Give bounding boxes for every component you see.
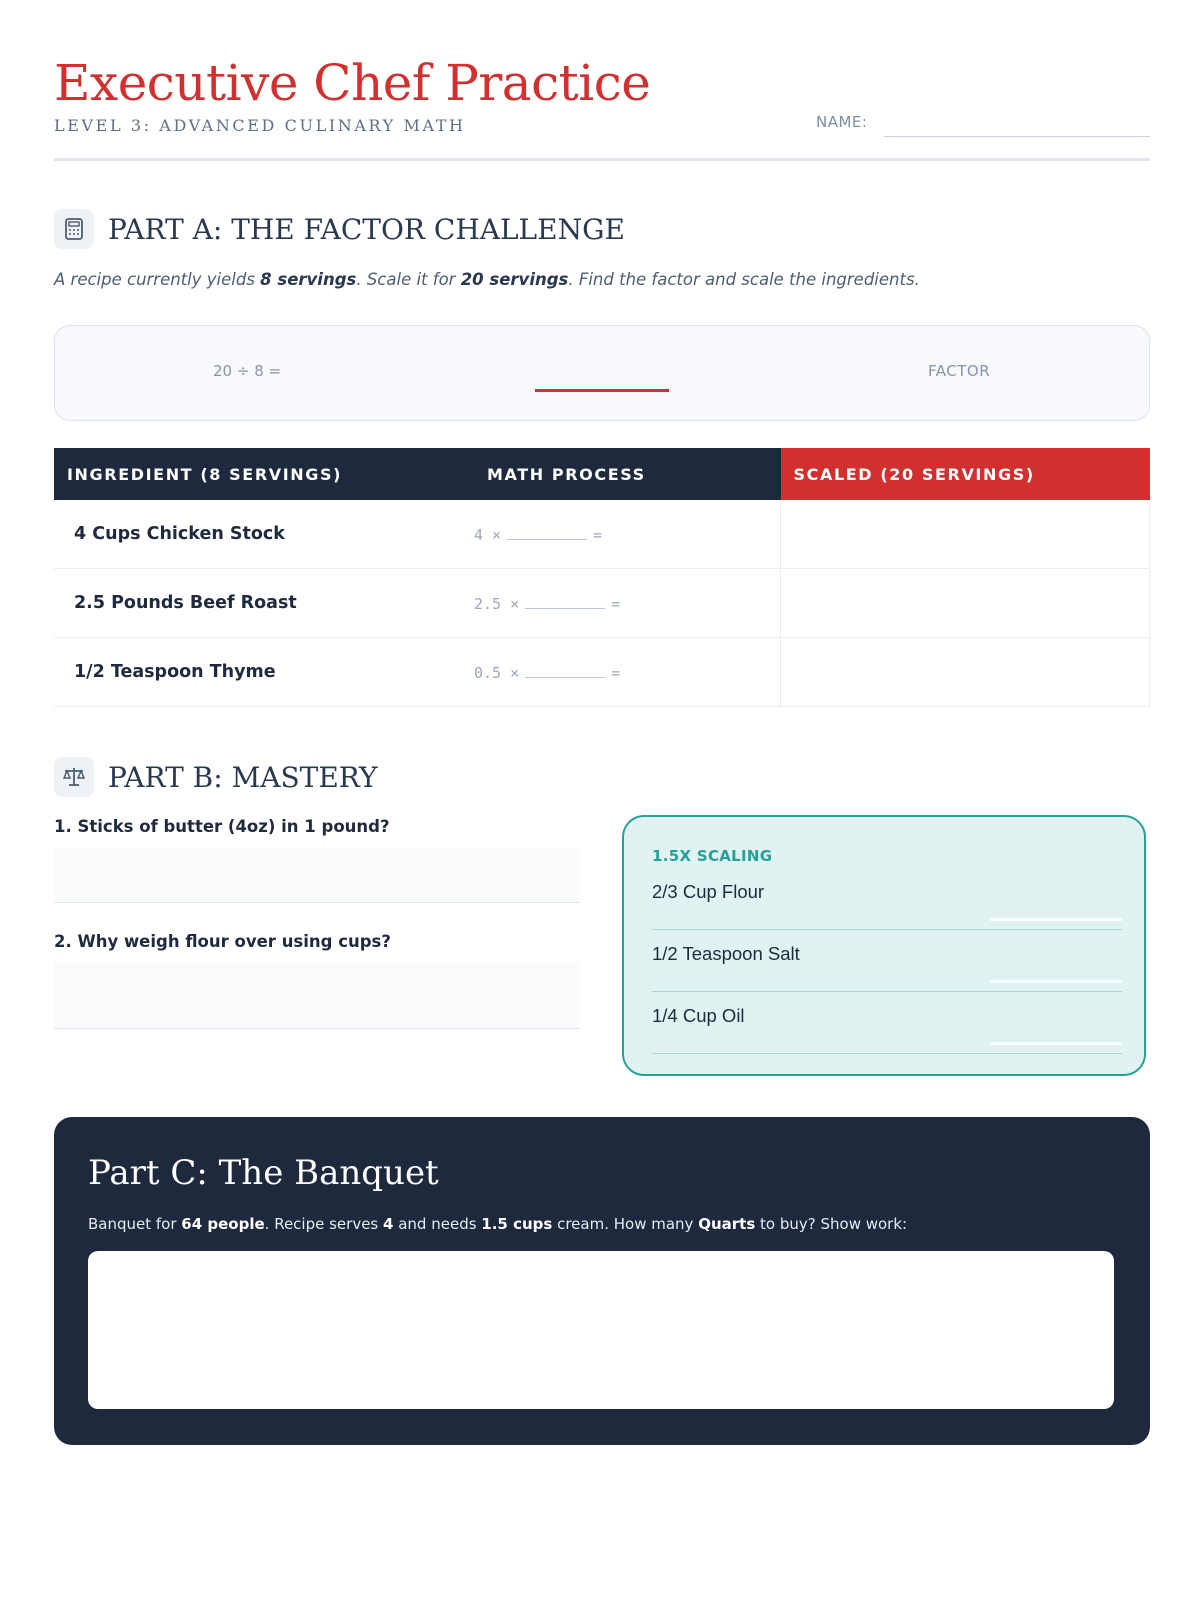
scaling-card — [622, 815, 1146, 1076]
part-b-title: PART B: MASTERY — [108, 760, 378, 794]
part-b-heading — [54, 757, 377, 797]
math-process-cell: 2.5 × = — [474, 569, 781, 638]
ingredient-cell: 4 Cups Chicken Stock — [54, 500, 474, 569]
factor-blank[interactable] — [507, 525, 587, 540]
part-a-instructions: A recipe currently yields 8 servings. Scale it for 20 servings. Find the factor and scale the ingredients. — [54, 270, 920, 289]
question-2: 2. Why weigh flour over using cups? — [54, 932, 391, 951]
question-2-answer[interactable] — [54, 962, 580, 1029]
ingredient-table — [54, 448, 1150, 707]
scaling-answer-line[interactable] — [990, 1042, 1122, 1045]
question-1: 1. Sticks of butter (4oz) in 1 pound? — [54, 817, 390, 836]
part-c-title: Part C: The Banquet — [88, 1153, 439, 1193]
scaling-item-label: 1/2 Teaspoon Salt — [652, 943, 800, 964]
table-row — [54, 500, 1150, 569]
column-header: MATH PROCESS — [474, 448, 781, 500]
ingredient-cell: 1/2 Teaspoon Thyme — [54, 638, 474, 707]
scaled-answer-cell[interactable] — [781, 638, 1150, 707]
name-label: NAME: — [816, 113, 868, 131]
column-header: SCALED (20 SERVINGS) — [781, 448, 1150, 500]
scale-icon — [54, 757, 94, 797]
factor-label: FACTOR — [928, 362, 991, 380]
scaling-card-title: 1.5X SCALING — [652, 847, 773, 865]
table-row — [54, 638, 1150, 707]
table-row — [54, 569, 1150, 638]
show-work-box[interactable] — [88, 1251, 1114, 1409]
factor-blank[interactable] — [525, 594, 605, 609]
scaled-answer-cell[interactable] — [781, 500, 1150, 569]
name-field[interactable] — [884, 136, 1150, 137]
scaling-item — [652, 869, 1122, 930]
calculator-icon — [54, 209, 94, 249]
math-process-cell: 0.5 × = — [474, 638, 781, 707]
factor-answer-line[interactable] — [535, 389, 669, 392]
banquet-prompt: Banquet for 64 people. Recipe serves 4 and needs 1.5 cups cream. How many Quarts to buy? Show work: — [88, 1215, 908, 1233]
table-header-row — [54, 448, 1150, 500]
page-subtitle: LEVEL 3: ADVANCED CULINARY MATH — [54, 116, 466, 135]
scaling-item — [652, 931, 1122, 992]
scaling-answer-line[interactable] — [990, 918, 1122, 921]
question-1-answer[interactable] — [54, 847, 580, 903]
column-header: INGREDIENT (8 SERVINGS) — [54, 448, 474, 500]
part-a-heading — [54, 209, 625, 249]
page-title: Executive Chef Practice — [54, 54, 651, 112]
factor-box — [54, 325, 1150, 421]
header-divider — [54, 158, 1150, 161]
factor-blank[interactable] — [525, 663, 605, 678]
scaling-answer-line[interactable] — [990, 980, 1122, 983]
scaling-item-label: 2/3 Cup Flour — [652, 881, 765, 902]
factor-equation: 20 ÷ 8 = — [213, 362, 282, 380]
scaling-item — [652, 993, 1122, 1054]
math-process-cell: 4 × = — [474, 500, 781, 569]
scaling-item-label: 1/4 Cup Oil — [652, 1005, 745, 1026]
scaled-answer-cell[interactable] — [781, 569, 1150, 638]
banquet-panel — [54, 1117, 1150, 1445]
ingredient-cell: 2.5 Pounds Beef Roast — [54, 569, 474, 638]
part-a-title: PART A: THE FACTOR CHALLENGE — [108, 212, 625, 246]
